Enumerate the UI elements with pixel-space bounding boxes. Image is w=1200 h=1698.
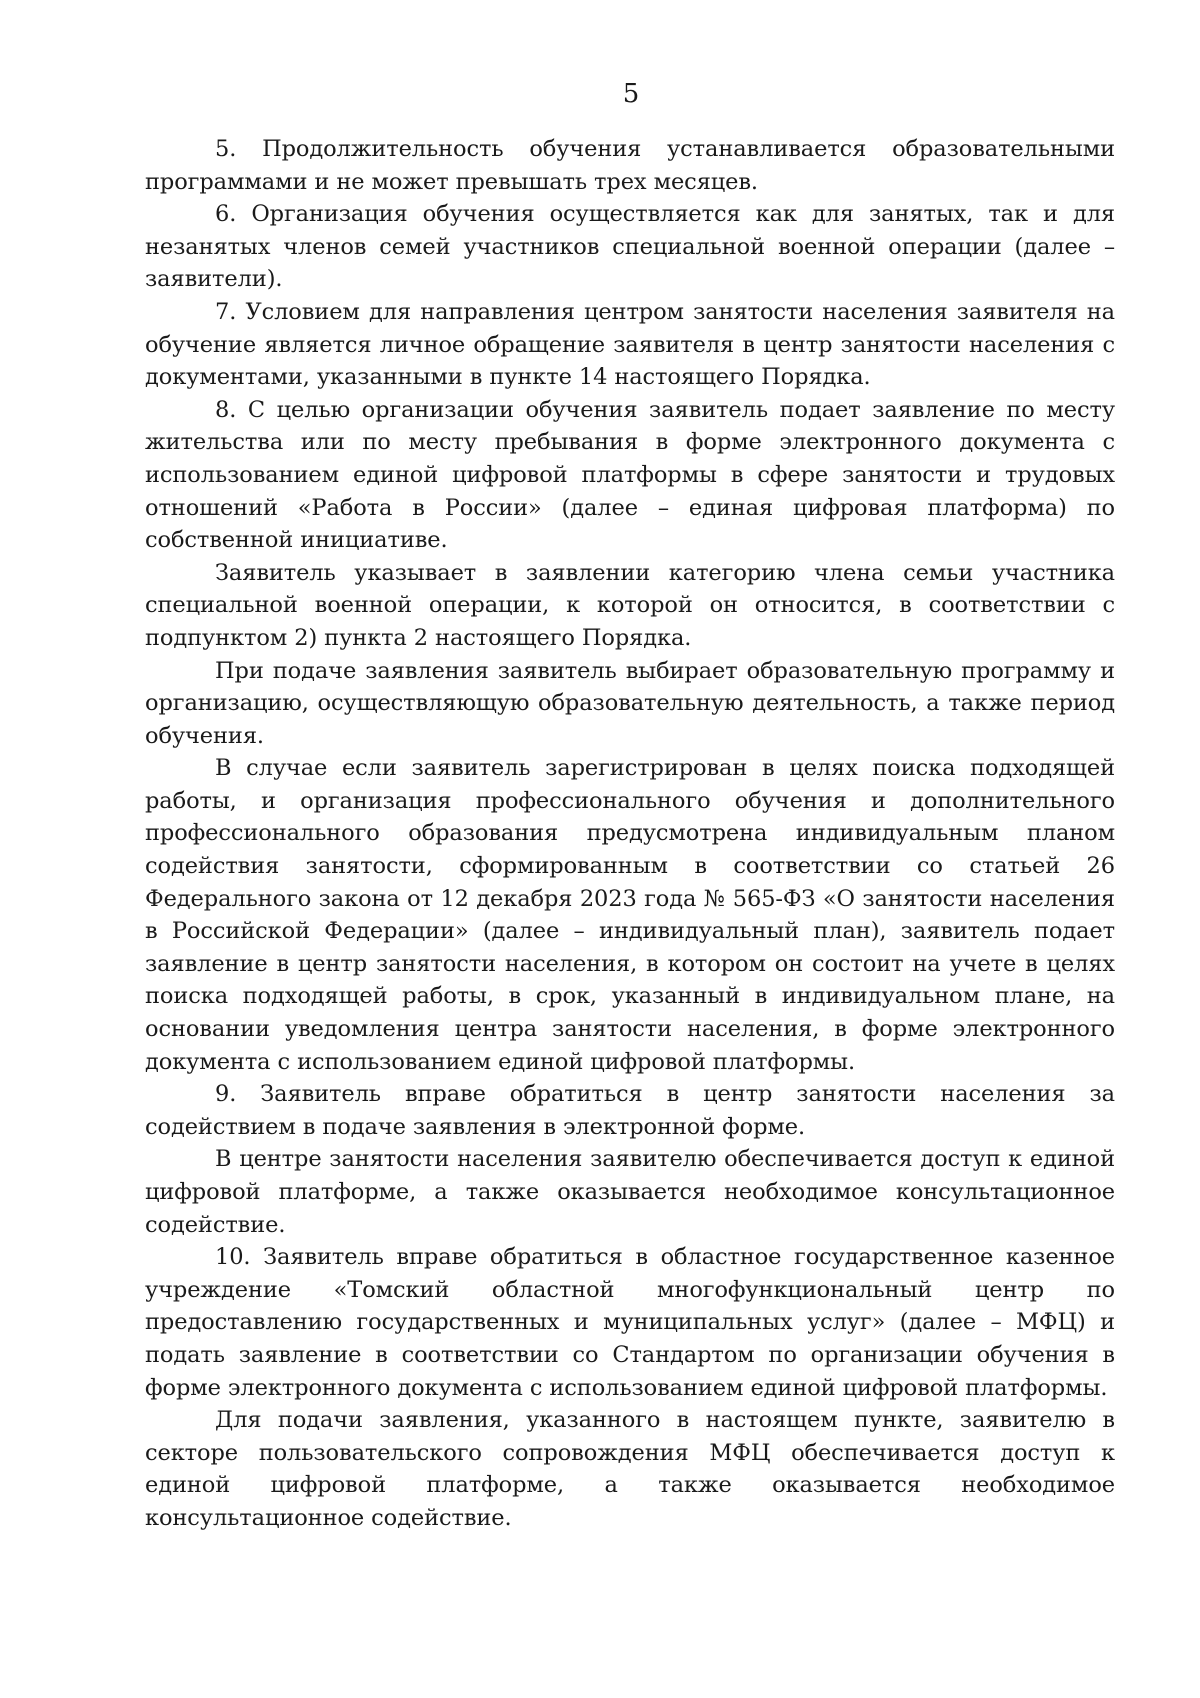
paragraph-item-7: 7. Условием для направления центром занятости населения заявителя на обучение является личное обращение заявителя в центр занятости населения с документами, указанными в пункте 14 настоящего Порядка. (145, 298, 1115, 391)
page-number: 5 (622, 79, 640, 109)
paragraph-item-6: 6. Организация обучения осуществляется как для занятых, так и для незанятых членов семей участников специальной военной операции (далее – заявители). (145, 201, 1115, 293)
document-body (145, 133, 1115, 1535)
paragraph-item-9-access: В центре занятости населения заявителю обеспечивается доступ к единой цифровой платформе, а также оказывается необходимое консультационное содействие. (145, 1146, 1115, 1238)
paragraph-item-5: 5. Продолжительность обучения устанавливается образовательными программами и не может превышать трех месяцев. (145, 136, 1115, 195)
paragraph-item-9: 9. Заявитель вправе обратиться в центр занятости населения за содействием в подаче заявления в электронной форме. (145, 1081, 1115, 1140)
paragraph-item-8: 8. С целью организации обучения заявитель подает заявление по месту жительства или по месту пребывания в форме электронного документа с использованием единой цифровой платформы в сфере занятости и трудовых отношений «Работа в России» (далее – единая цифровая платформа) по собственной инициативе. (145, 396, 1115, 554)
paragraph-item-10: 10. Заявитель вправе обратиться в областное государственное казенное учреждение «Томский областной многофункциональный центр по предоставлению государственных и муниципальных услуг» (далее – МФЦ) и подать заявление в соответствии со Стандартом по организации обучения в форме электронного документа с использованием единой цифровой платформы. (145, 1244, 1115, 1401)
paragraph-item-8-individual-plan: В случае если заявитель зарегистрирован в целях поиска подходящей работы, и организация профессионального обучения и дополнительного профессионального образования предусмотрена индивидуальным планом содействия занятости, сформированным в соответствии со статьей 26 Федерального закона от 12 декабря 2023 года № 565-ФЗ «О занятости населения в Российской Федерации» (далее – индивидуальный план), заявитель подает заявление в центр занятости населения, в котором он состоит на учете в целях поиска подходящей работы, в срок, указанный в индивидуальном плане, на основании уведомления центра занятости населения, в форме электронного документа с использованием единой цифровой платформы. (145, 755, 1115, 1075)
paragraph-item-8-program-choice: При подаче заявления заявитель выбирает образовательную программу и организацию, осуществляющую образовательную деятельность, а также период обучения. (145, 657, 1115, 749)
paragraph-item-8-category: Заявитель указывает в заявлении категорию члена семьи участника специальной военной операции, к которой он относится, в соответствии с подпунктом 2) пункта 2 настоящего Порядка. (145, 559, 1115, 651)
paragraph-item-10-access: Для подачи заявления, указанного в настоящем пункте, заявителю в секторе пользовательского сопровождения МФЦ обеспечивается доступ к единой цифровой платформе, а также оказывается необходимое консультационное содействие. (145, 1407, 1115, 1531)
